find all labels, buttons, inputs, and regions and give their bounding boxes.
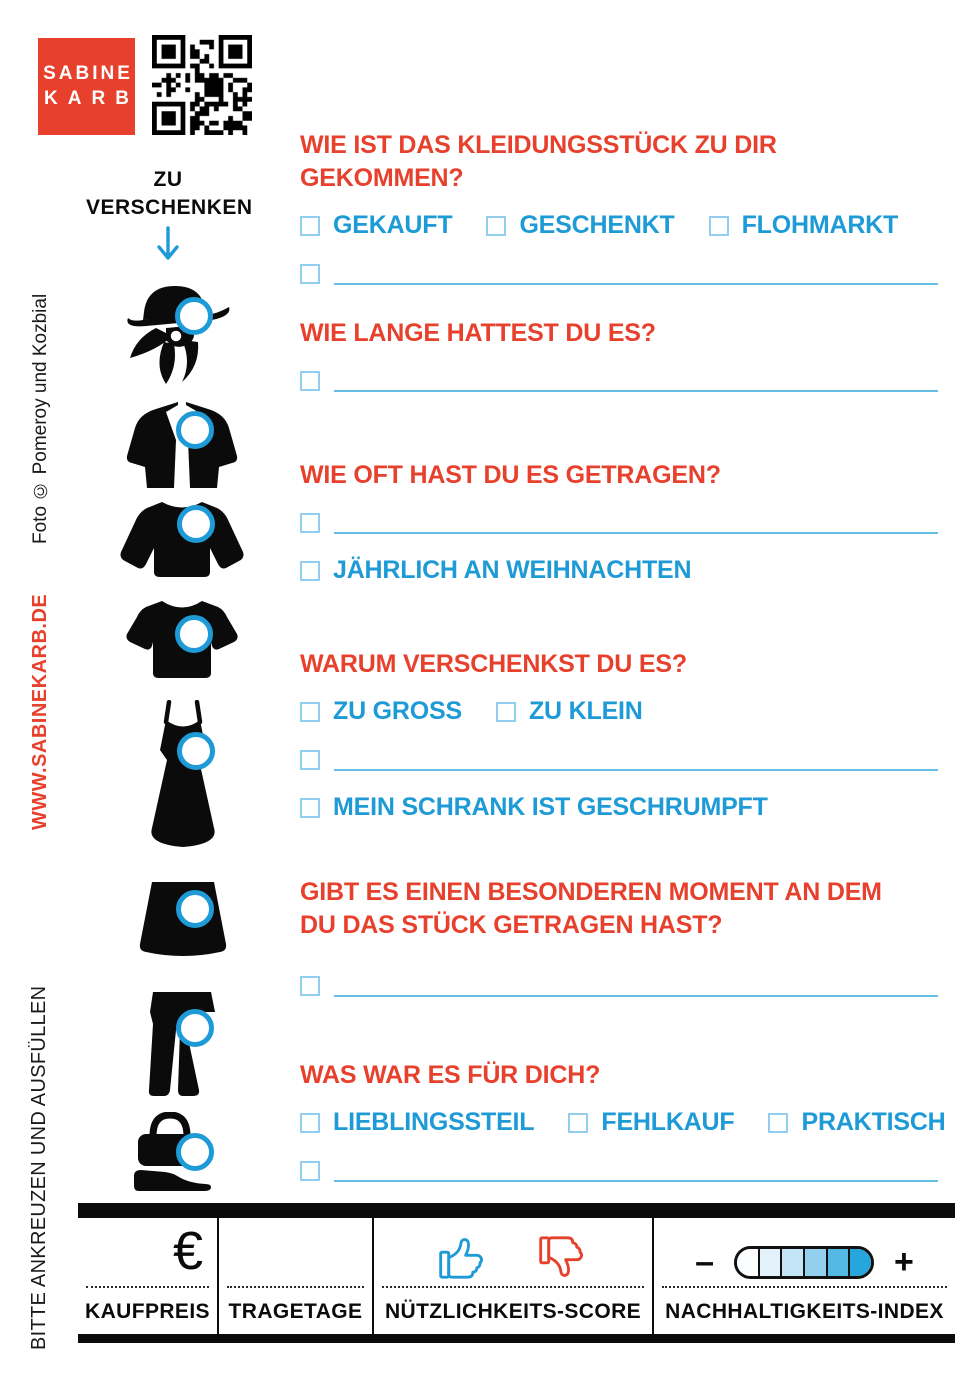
option-label: ZU KLEIN xyxy=(528,697,643,725)
column-label: NACHHALTIGKEITS-INDEX xyxy=(665,1300,944,1323)
question-title: WIE LANGE HATTEST DU ES? xyxy=(300,319,656,347)
checkbox-other[interactable] xyxy=(300,1161,320,1181)
checkbox-geschenkt[interactable] xyxy=(486,216,506,236)
question-title: GIBT ES EINEN BESONDEREN MOMENT AN DEM DU DAS STÜCK GETRAGEN HAST? xyxy=(300,878,882,939)
score-icons xyxy=(374,1234,652,1281)
checkbox-lieblingssteil[interactable] xyxy=(300,1113,320,1133)
column-nachhaltigkeits-index xyxy=(652,1218,955,1334)
scale-segment xyxy=(758,1249,781,1276)
column-kaufpreis xyxy=(78,1218,217,1334)
option-label: FLOHMARKT xyxy=(741,211,899,239)
answer-line[interactable] xyxy=(334,1162,938,1182)
scale-segment xyxy=(780,1249,803,1276)
euro-symbol: € xyxy=(172,1221,203,1281)
hat-and-scarf-icon xyxy=(116,278,248,392)
minus-sign: – xyxy=(695,1243,715,1281)
giveaway-title xyxy=(86,166,253,222)
option-flohmarkt xyxy=(709,211,899,240)
free-answer-row xyxy=(300,972,944,999)
dress-icon xyxy=(132,700,234,852)
fill-instruction: BITTE ANKREUZEN UND AUSFÜLLEN xyxy=(28,985,50,1350)
option-label: LIEBLINGSSTEIL xyxy=(333,1108,535,1136)
option-label: ZU GROSS xyxy=(333,697,462,725)
options-row xyxy=(300,1109,944,1136)
checkbox-zu-gross[interactable] xyxy=(300,702,320,722)
option-zu-klein xyxy=(496,697,643,726)
checkbox-gekauft[interactable] xyxy=(300,216,320,236)
dotted-separator xyxy=(227,1286,364,1288)
down-arrow-icon xyxy=(155,226,181,264)
checkbox-other[interactable] xyxy=(300,513,320,533)
column-label: NÜTZLICHKEITS-SCORE xyxy=(384,1300,642,1323)
circle-badge-icon xyxy=(176,890,214,928)
question-title: WIE IST DAS KLEIDUNGSSTÜCK ZU DIR GEKOMMEN? xyxy=(300,131,777,192)
free-answer-row xyxy=(300,746,944,773)
option-jaehrlich xyxy=(300,556,691,585)
option-label: PRAKTISCH xyxy=(801,1108,946,1136)
free-answer-row xyxy=(300,509,944,536)
column-nuetzlichkeits-score xyxy=(372,1218,652,1334)
option-fehlkauf xyxy=(568,1108,734,1137)
answer-line[interactable] xyxy=(334,751,938,771)
sustainability-scale-row xyxy=(654,1244,955,1280)
question-section-3 xyxy=(300,459,944,584)
circle-badge-icon xyxy=(177,505,215,543)
column-label: TRAGETAGE xyxy=(228,1300,363,1323)
dotted-separator xyxy=(662,1286,947,1288)
jacket-icon xyxy=(118,396,246,494)
giveaway-line1: ZU xyxy=(153,168,183,191)
option-label: GESCHENKT xyxy=(519,211,675,239)
table-bottom-bar xyxy=(78,1334,955,1343)
option-geschenkt xyxy=(486,211,674,240)
answer-line[interactable] xyxy=(334,514,938,534)
checkbox-zu-klein[interactable] xyxy=(496,702,516,722)
option-label: GEKAUFT xyxy=(333,211,453,239)
question-title: WAS WAR ES FÜR DICH? xyxy=(300,1061,601,1089)
scale-segment xyxy=(848,1249,871,1276)
dotted-separator xyxy=(86,1286,209,1288)
option-praktisch xyxy=(768,1108,945,1137)
trousers-icon xyxy=(139,990,227,1098)
checkbox-schrank[interactable] xyxy=(300,798,320,818)
scale-segment xyxy=(826,1249,849,1276)
question-title: WARUM VERSCHENKST DU ES? xyxy=(300,650,687,678)
circle-badge-icon xyxy=(175,615,213,653)
footer-table xyxy=(78,1203,955,1343)
scale-segment xyxy=(803,1249,826,1276)
answer-line[interactable] xyxy=(334,265,938,285)
thumbs-up-icon xyxy=(438,1234,488,1281)
option-gekauft xyxy=(300,211,452,240)
free-answer-row xyxy=(300,260,944,287)
photo-credit: Foto © Pomeroy und Kozbial xyxy=(30,293,51,544)
option-schrank xyxy=(300,793,768,822)
thumbs-down-icon xyxy=(538,1234,588,1281)
options-row xyxy=(300,794,944,821)
qr-code-icon xyxy=(152,35,252,135)
checkbox-flohmarkt[interactable] xyxy=(709,216,729,236)
checkbox-other[interactable] xyxy=(300,976,320,996)
circle-badge-icon xyxy=(177,732,215,770)
checkbox-praktisch[interactable] xyxy=(768,1113,788,1133)
checkbox-fehlkauf[interactable] xyxy=(568,1113,588,1133)
brand-name-line2: KARB xyxy=(44,88,139,109)
dotted-separator xyxy=(382,1286,644,1288)
checkbox-jaehrlich[interactable] xyxy=(300,561,320,581)
option-lieblingssteil xyxy=(300,1108,534,1137)
circle-badge-icon xyxy=(175,297,213,335)
question-title: WIE OFT HAST DU ES GETRAGEN? xyxy=(300,461,721,489)
free-answer-row xyxy=(300,367,944,394)
options-row xyxy=(300,557,944,584)
options-row xyxy=(300,698,944,725)
option-label: FEHLKAUF xyxy=(601,1108,735,1136)
checkbox-other[interactable] xyxy=(300,264,320,284)
question-section-5 xyxy=(300,876,944,999)
free-answer-row xyxy=(300,1157,944,1184)
checkbox-other[interactable] xyxy=(300,371,320,391)
plus-sign: + xyxy=(894,1243,914,1281)
options-row xyxy=(300,212,944,239)
sustainability-scale xyxy=(734,1246,874,1279)
table-top-bar xyxy=(78,1203,955,1218)
circle-badge-icon xyxy=(176,1009,214,1047)
question-section-4 xyxy=(300,648,944,821)
question-section-1 xyxy=(300,129,944,287)
option-label: JÄHRLICH AN WEIHNACHTEN xyxy=(333,556,692,584)
option-label: MEIN SCHRANK IST GESCHRUMPFT xyxy=(333,793,768,821)
scale-segment xyxy=(737,1249,758,1276)
brand-name-line1: SABINE xyxy=(43,63,133,84)
column-tragetage xyxy=(217,1218,372,1334)
giveaway-line2: VERSCHENKEN xyxy=(86,196,253,219)
question-section-6 xyxy=(300,1059,944,1184)
column-label: KAUFPREIS xyxy=(85,1300,210,1323)
circle-badge-icon xyxy=(176,1133,214,1171)
brand-logo xyxy=(38,38,139,135)
question-section-2 xyxy=(300,317,944,394)
circle-badge-icon xyxy=(176,411,214,449)
answer-line[interactable] xyxy=(334,372,938,392)
option-zu-gross xyxy=(300,697,462,726)
website-url: WWW.SABINEKARB.DE xyxy=(29,593,51,830)
answer-line[interactable] xyxy=(334,977,938,997)
checkbox-other[interactable] xyxy=(300,750,320,770)
